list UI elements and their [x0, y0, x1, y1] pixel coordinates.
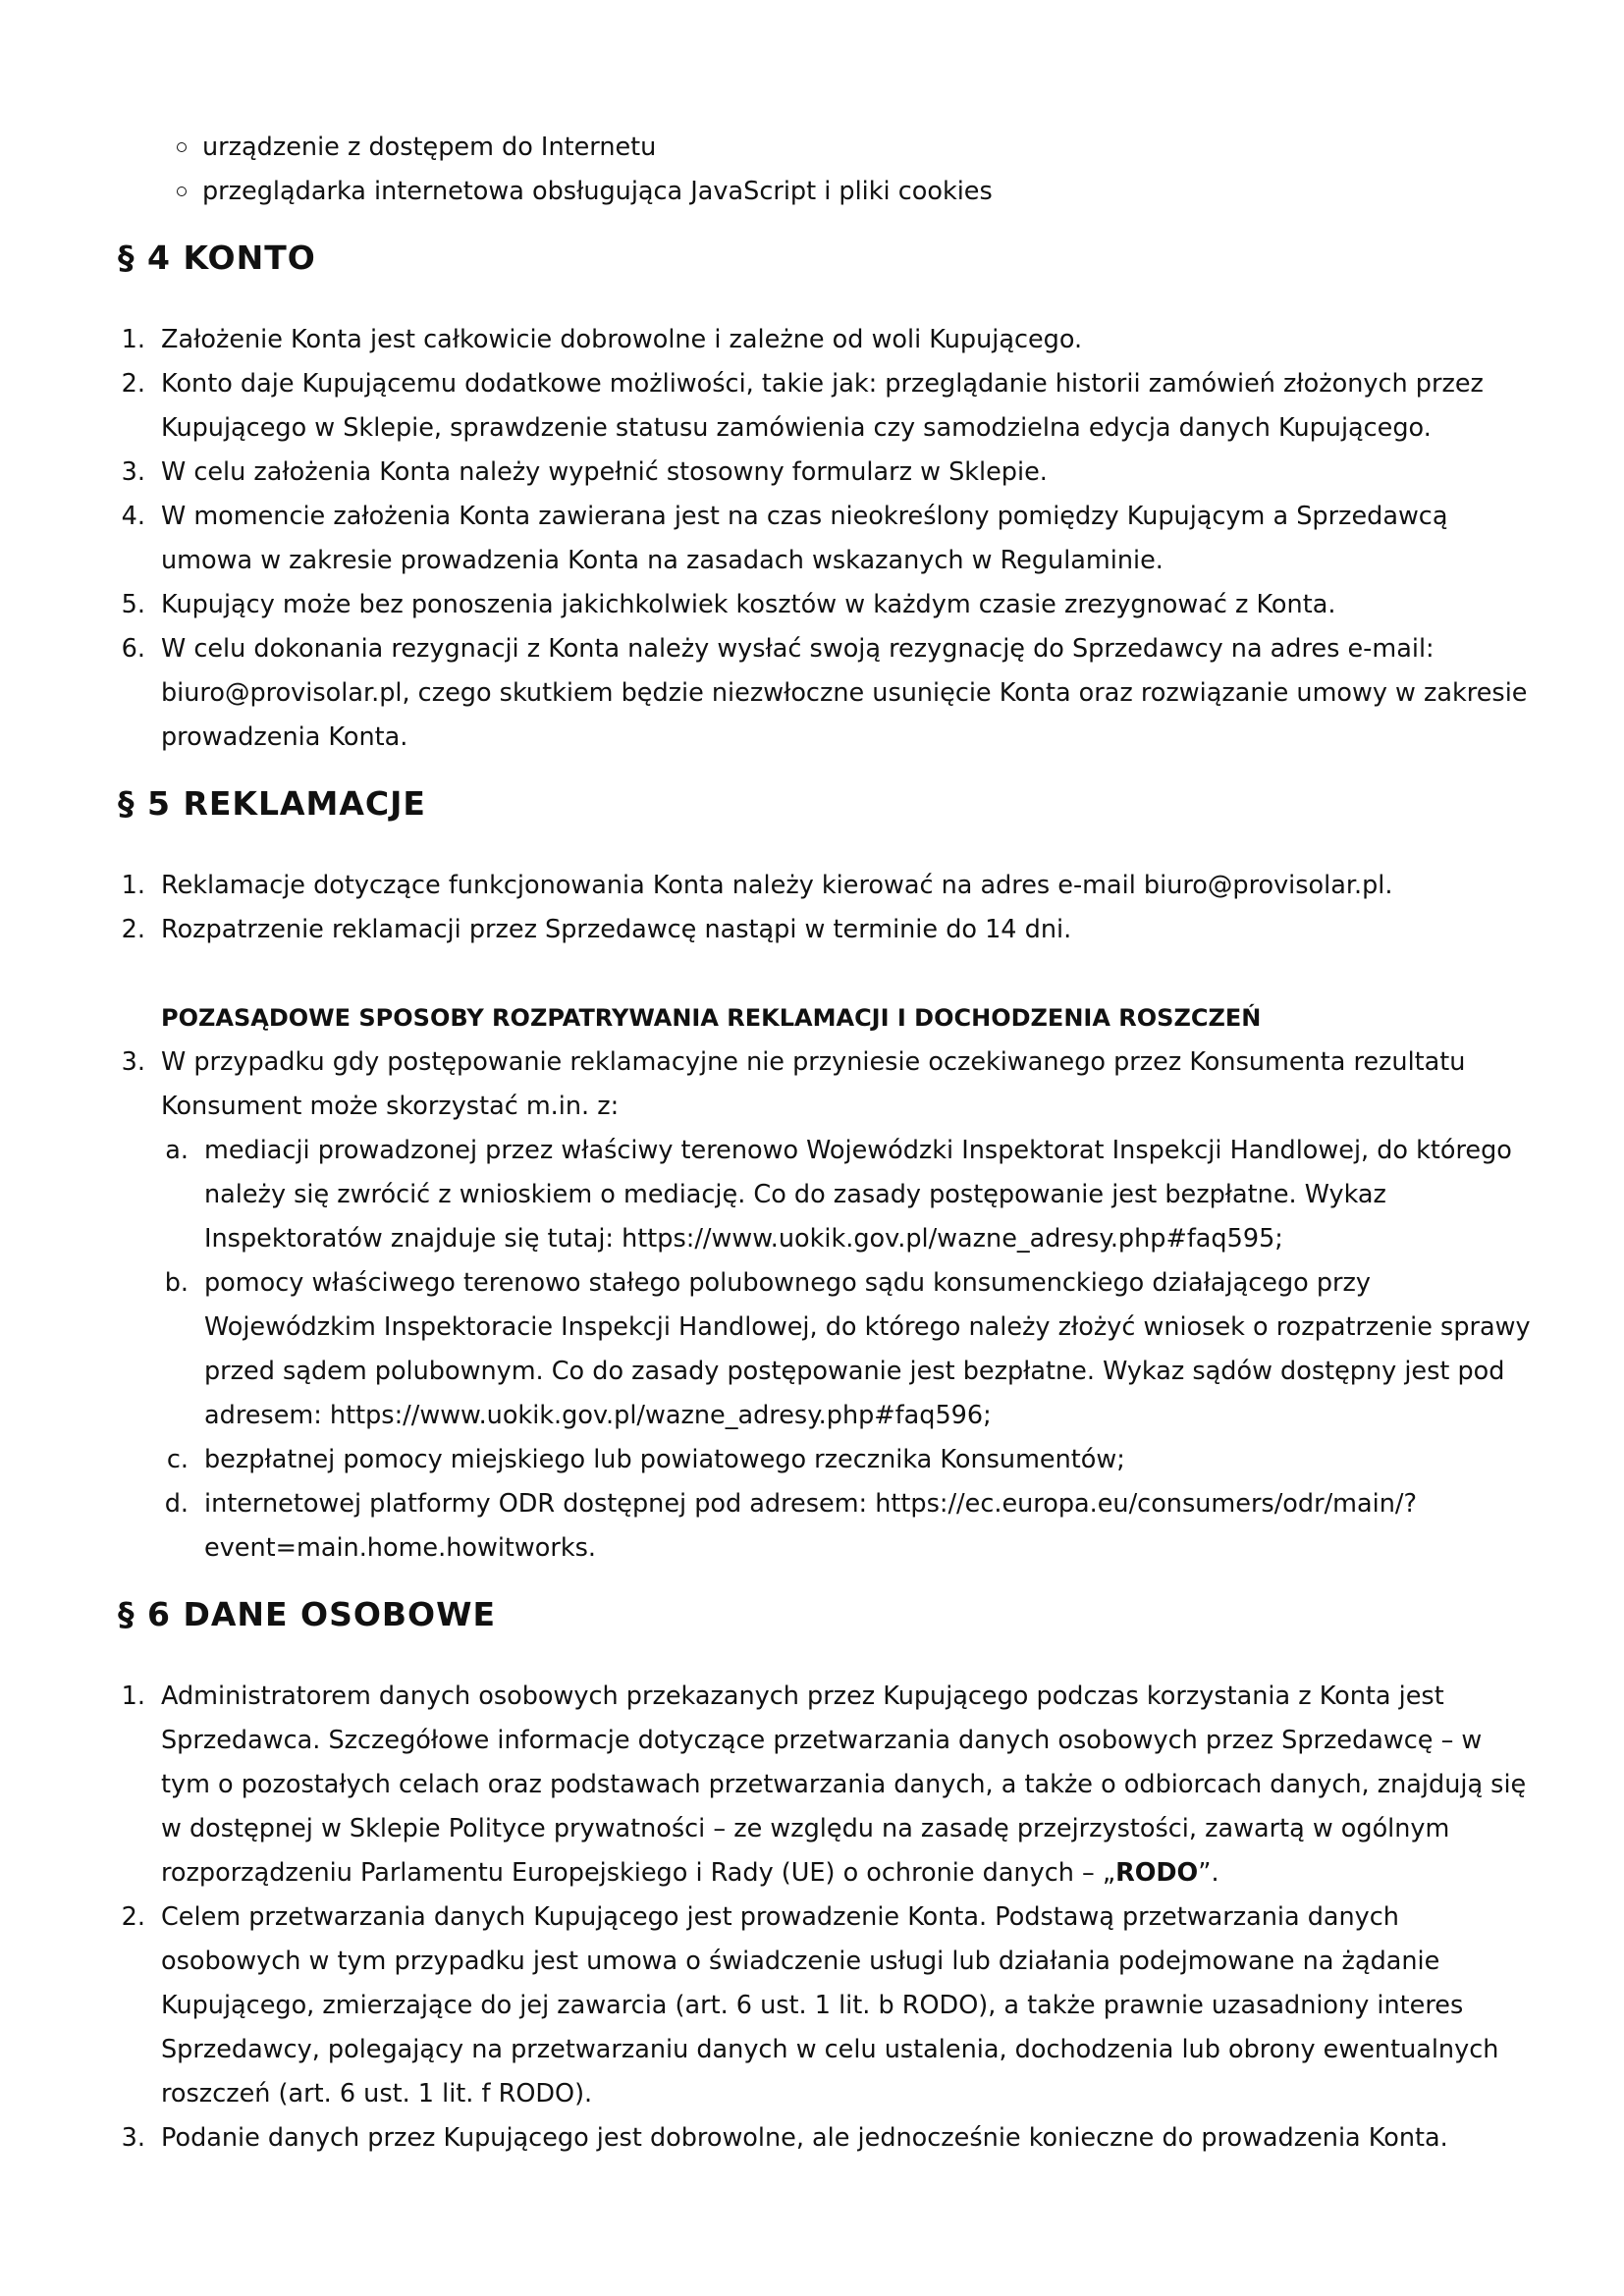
section-4-heading: § 4 KONTO	[118, 239, 316, 277]
document-page	[118, 126, 1532, 2161]
list-number: 1.	[121, 325, 145, 354]
option-item	[161, 1482, 1532, 1571]
list-item	[118, 362, 1532, 451]
section-5-list	[118, 864, 1532, 952]
list-number: 1.	[121, 871, 145, 900]
section-4-list	[118, 318, 1532, 760]
list-item	[118, 1675, 1532, 1896]
list-number: 3.	[121, 2123, 145, 2153]
list-item-text-end: ”.	[1198, 1858, 1219, 1888]
option-letter: a.	[165, 1136, 189, 1165]
option-letter: b.	[164, 1268, 189, 1298]
section-5-heading: § 5 REKLAMACJE	[118, 784, 426, 823]
requirement-item: urządzenie z dostępem do Internetu	[177, 126, 1532, 170]
option-text: mediacji prowadzonej przez właściwy terenowo Wojewódzki Inspektorat Inspekcji Handlowej, do którego należy się zwrócić z wnioskiem o mediację. Co do zasady postępowanie jest bezpłatne. Wykaz Inspektoratów znajduje się tutaj: https://www.uokik.gov.pl/wazne_adresy.php#faq595;	[204, 1136, 1512, 1254]
list-item-text: W celu dokonania rezygnacji z Konta należy wysłać swoją rezygnację do Sprzedawcy na adres e-mail: biuro@provisolar.pl, czego skutkiem będzie niezwłoczne usunięcie Konta oraz rozwiązanie umowy w zakresie prowadzenia Konta.	[161, 634, 1528, 752]
list-number: 5.	[121, 590, 145, 619]
section-5-list-continued	[118, 1041, 1532, 1571]
list-number: 1.	[121, 1682, 145, 1711]
list-item	[118, 908, 1532, 952]
option-text: bezpłatnej pomocy miejskiego lub powiatowego rzecznika Konsumentów;	[204, 1445, 1125, 1474]
list-item	[118, 1896, 1532, 2116]
list-item-text: Kupujący może bez ponoszenia jakichkolwiek kosztów w każdym czasie zrezygnować z Konta.	[161, 590, 1336, 619]
list-number: 6.	[121, 634, 145, 664]
list-item	[118, 627, 1532, 760]
list-item-text: W momencie założenia Konta zawierana jest na czas nieokreślony pomiędzy Kupującym a Sprzedawcą umowa w zakresie prowadzenia Konta na zasadach wskazanych w Regulaminie.	[161, 502, 1448, 575]
list-item-text: Reklamacje dotyczące funkcjonowania Konta należy kierować na adres e-mail biuro@provisolar.pl.	[161, 871, 1393, 900]
list-item-text: Podanie danych przez Kupującego jest dobrowolne, ale jednocześnie konieczne do prowadzenia Konta.	[161, 2123, 1448, 2153]
list-number: 2.	[121, 1902, 145, 1932]
option-letter: c.	[166, 1445, 189, 1474]
list-number: 4.	[121, 502, 145, 531]
option-text: internetowej platformy ODR dostępnej pod adresem: https://ec.europa.eu/consumers/odr/main/?event=main.home.howitworks.	[204, 1489, 1418, 1563]
rodo-bold: RODO	[1115, 1858, 1199, 1888]
option-text: pomocy właściwego terenowo stałego polubownego sądu konsumenckiego działającego przy Wojewódzkim Inspektoracie Inspekcji Handlowej, do którego należy złożyć wniosek o rozpatrzenie sprawy przed sądem polubownym. Co do zasady postępowanie jest bezpłatne. Wykaz sądów dostępny jest pod adresem: https://www.uokik.gov.pl/wazne_adresy.php#faq596;	[204, 1268, 1531, 1430]
list-item	[118, 451, 1532, 495]
list-number: 3.	[121, 1047, 145, 1077]
list-item	[118, 583, 1532, 627]
section-6-heading: § 6 DANE OSOBOWE	[118, 1595, 497, 1633]
list-item-text: Rozpatrzenie reklamacji przez Sprzedawcę nastąpi w terminie do 14 dni.	[161, 915, 1072, 944]
list-item	[118, 495, 1532, 583]
list-item	[118, 318, 1532, 362]
list-number: 2.	[121, 369, 145, 399]
list-number: 3.	[121, 457, 145, 487]
requirements-list	[118, 126, 1532, 214]
options-list	[161, 1129, 1532, 1571]
list-item-text: W przypadku gdy postępowanie reklamacyjne nie przyniesie oczekiwanego przez Konsumenta rezultatu Konsument może skorzystać m.in. z:	[161, 1047, 1466, 1121]
list-item-text: Konto daje Kupującemu dodatkowe możliwości, takie jak: przeglądanie historii zamówień złożonych przez Kupującego w Sklepie, sprawdzenie statusu zamówienia czy samodzielna edycja danych Kupującego.	[161, 369, 1484, 443]
section-6-list	[118, 1675, 1532, 2161]
list-item-text: Założenie Konta jest całkowicie dobrowolne i zależne od woli Kupującego.	[161, 325, 1083, 354]
option-item	[161, 1438, 1532, 1482]
list-item-text: Celem przetwarzania danych Kupującego jest prowadzenie Konta. Podstawą przetwarzania danych osobowych w tym przypadku jest umowa o świadczenie usługi lub działania podejmowane na żądanie Kupującego, zmierzające do jej zawarcia (art. 6 ust. 1 lit. b RODO), a także prawnie uzasadniony interes Sprzedawcy, polegający na przetwarzaniu danych w celu ustalenia, dochodzenia lub obrony ewentualnych roszczeń (art. 6 ust. 1 lit. f RODO).	[161, 1902, 1499, 2109]
list-item-text: W celu założenia Konta należy wypełnić stosowny formularz w Sklepie.	[161, 457, 1048, 487]
option-item	[161, 1261, 1532, 1438]
list-number: 2.	[121, 915, 145, 944]
option-letter: d.	[164, 1489, 189, 1519]
requirement-item: przeglądarka internetowa obsługująca JavaScript i pliki cookies	[177, 170, 1532, 214]
list-item	[118, 864, 1532, 908]
section-5-subheading: POZASĄDOWE SPOSOBY ROZPATRYWANIA REKLAMACJI I DOCHODZENIA ROSZCZEŃ	[161, 1004, 1262, 1032]
list-item	[118, 1041, 1532, 1571]
list-item	[118, 2116, 1532, 2161]
option-item	[161, 1129, 1532, 1261]
list-item-text: Administratorem danych osobowych przekazanych przez Kupującego podczas korzystania z Konta jest Sprzedawca. Szczegółowe informacje dotyczące przetwarzania danych osobowych przez Sprzedawcę – w tym o pozostałych celach oraz podstawach przetwarzania danych, a także o odbiorcach danych, znajdują się w dostępnej w Sklepie Polityce prywatności – ze względu na zasadę przejrzystości, zawartą w ogólnym rozporządzeniu Parlamentu Europejskiego i Rady (UE) o ochronie danych – „	[161, 1682, 1527, 1888]
